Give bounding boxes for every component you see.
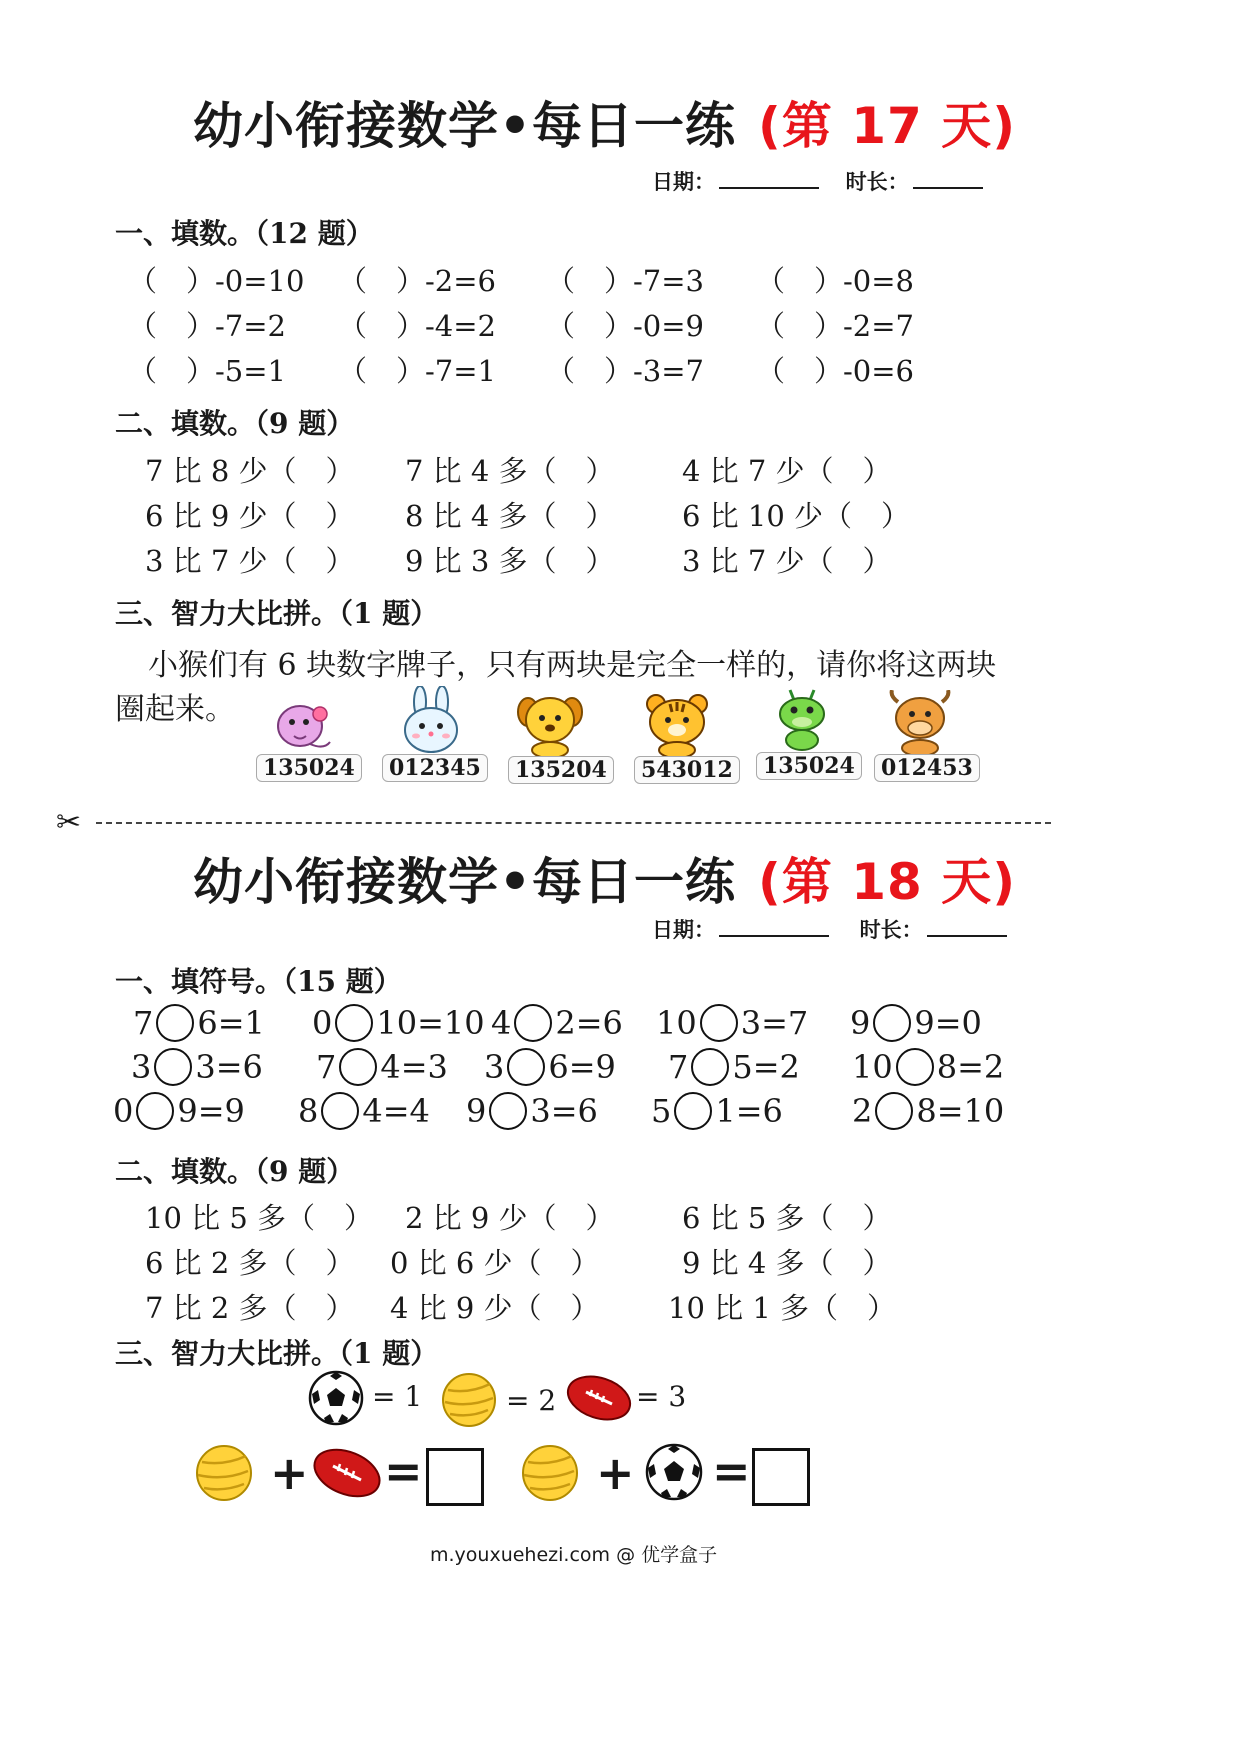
equation[interactable]: （ ）-0=8 [756,264,914,298]
answer-box[interactable] [426,1448,484,1506]
day18-meta [652,914,1007,944]
symbol-equation: 3 3=6 [131,1048,263,1086]
football-icon [564,1372,634,1424]
soccer-ball-icon [644,1442,704,1502]
symbol-equation: 8 4=4 [298,1092,430,1130]
equation[interactable]: （ ）-7=3 [546,264,704,298]
footer-watermark[interactable]: m.youxuehezi.com @ 优学盒子 [430,1544,718,1566]
date-label: 日期： [652,169,715,194]
comparison[interactable]: 6 比 9 少（ ） [145,499,355,533]
answer-circle[interactable] [335,1004,373,1042]
comparison[interactable]: 4 比 9 少（ ） [390,1291,600,1325]
puzzle-text-line1: 小猴们有 6 块数字牌子，只有两块是完全一样的，请你将这两块 [148,648,997,683]
comparison[interactable]: 9 比 3 多（ ） [405,544,615,578]
day18-section3-heading: 三、智力大比拼。（1 题） [115,1337,439,1370]
title-text: 幼小衔接数学•每日一练 [193,853,736,911]
equation[interactable]: （ ）-3=7 [546,354,704,388]
answer-box[interactable] [752,1448,810,1506]
comparison[interactable]: 6 比 5 多（ ） [682,1201,892,1235]
equals-sign: = [712,1444,751,1498]
answer-circle[interactable] [489,1092,527,1130]
volleyball-icon [194,1444,254,1502]
legend-value: = 1 [372,1380,423,1413]
comparison[interactable]: 3 比 7 少（ ） [145,544,355,578]
duration-blank[interactable] [927,915,1007,937]
equation[interactable]: （ ）-0=10 [128,264,305,298]
day18-section2-heading: 二、填数。（9 题） [115,1155,355,1188]
answer-circle[interactable] [154,1048,192,1086]
answer-circle[interactable] [339,1048,377,1086]
answer-circle[interactable] [873,1004,911,1042]
symbol-equation: 2 8=10 [852,1092,1005,1130]
answer-circle[interactable] [156,1004,194,1042]
day-label: (第 18 天) [757,853,1017,911]
comparison[interactable]: 7 比 8 少（ ） [145,454,355,488]
date-blank[interactable] [719,167,819,189]
scissors-icon: ✂ [56,805,82,840]
volleyball-icon [520,1444,580,1502]
day18-title [193,842,1016,914]
cut-line [96,822,1051,824]
plus-sign: + [270,1446,309,1500]
equation[interactable]: （ ）-0=9 [546,309,704,343]
comparison[interactable]: 0 比 6 少（ ） [390,1246,600,1280]
answer-circle[interactable] [507,1048,545,1086]
equals-sign: = [384,1444,423,1498]
equation[interactable]: （ ）-7=1 [338,354,496,388]
title-text: 幼小衔接数学•每日一练 [193,97,736,155]
comparison[interactable]: 7 比 2 多（ ） [145,1291,355,1325]
comparison[interactable]: 3 比 7 少（ ） [682,544,892,578]
symbol-equation: 0 9=9 [113,1092,245,1130]
equation[interactable]: （ ）-4=2 [338,309,496,343]
symbol-equation: 10 8=2 [852,1048,1005,1086]
answer-circle[interactable] [691,1048,729,1086]
number-card[interactable]: 135024 [256,754,362,782]
comparison[interactable]: 6 比 2 多（ ） [145,1246,355,1280]
equation[interactable]: （ ）-7=2 [128,309,286,343]
number-card[interactable]: 543012 [634,756,740,784]
symbol-equation: 7 6=1 [133,1004,265,1042]
day18-section1-heading: 一、填符号。（15 题） [115,965,402,998]
equation[interactable]: （ ）-0=6 [756,354,914,388]
duration-label: 时长： [845,169,909,194]
equation[interactable]: （ ）-2=6 [338,264,496,298]
answer-circle[interactable] [875,1092,913,1130]
comparison[interactable]: 9 比 4 多（ ） [682,1246,892,1280]
date-blank[interactable] [719,915,829,937]
duration-label: 时长： [859,917,923,942]
legend-value: = 3 [636,1380,687,1413]
date-label: 日期： [652,917,715,942]
plus-sign: + [596,1446,635,1500]
equation[interactable]: （ ）-5=1 [128,354,286,388]
soccer-ball-icon [308,1370,364,1426]
number-card[interactable]: 135204 [508,756,614,784]
symbol-equation: 9 3=6 [466,1092,598,1130]
symbol-equation: 5 1=6 [651,1092,783,1130]
dragon-icon [770,686,834,752]
comparison[interactable]: 10 比 5 多（ ） [145,1201,374,1235]
symbol-equation: 4 2=6 [491,1004,623,1042]
legend-value: = 2 [506,1384,557,1417]
comparison[interactable]: 10 比 1 多（ ） [668,1291,897,1325]
answer-circle[interactable] [321,1092,359,1130]
symbol-equation: 10 3=7 [656,1004,809,1042]
symbol-equation: 3 6=9 [484,1048,616,1086]
comparison[interactable]: 7 比 4 多（ ） [405,454,615,488]
day17-section1-heading: 一、填数。（12 题） [115,217,374,250]
symbol-equation: 7 5=2 [668,1048,800,1086]
comparison[interactable]: 2 比 9 少（ ） [405,1201,615,1235]
volleyball-icon [440,1372,498,1428]
comparison[interactable]: 6 比 10 少（ ） [682,499,911,533]
football-icon [310,1444,384,1502]
day-label: (第 17 天) [757,97,1017,155]
answer-circle[interactable] [674,1092,712,1130]
puzzle-text-line2: 圈起来。 [115,692,235,727]
duration-blank[interactable] [913,167,983,189]
ox-icon [884,690,956,756]
number-card[interactable]: 012345 [382,754,488,782]
symbol-equation: 9 9=0 [850,1004,982,1042]
tiger-icon [640,690,714,758]
answer-circle[interactable] [896,1048,934,1086]
rabbit-icon [396,686,466,756]
snake-icon [268,696,338,756]
comparison[interactable]: 4 比 7 少（ ） [682,454,892,488]
day17-title [193,86,1016,158]
dog-icon [514,690,586,758]
answer-circle[interactable] [136,1092,174,1130]
symbol-equation: 7 4=3 [316,1048,448,1086]
answer-circle[interactable] [700,1004,738,1042]
day17-meta [652,166,983,196]
day17-section2-heading: 二、填数。（9 题） [115,407,355,440]
day17-section3-heading: 三、智力大比拼。（1 题） [115,597,439,630]
comparison[interactable]: 8 比 4 多（ ） [405,499,615,533]
number-card[interactable]: 012453 [874,754,980,782]
symbol-equation: 0 10=10 [312,1004,485,1042]
equation[interactable]: （ ）-2=7 [756,309,914,343]
number-card[interactable]: 135024 [756,752,862,780]
answer-circle[interactable] [514,1004,552,1042]
